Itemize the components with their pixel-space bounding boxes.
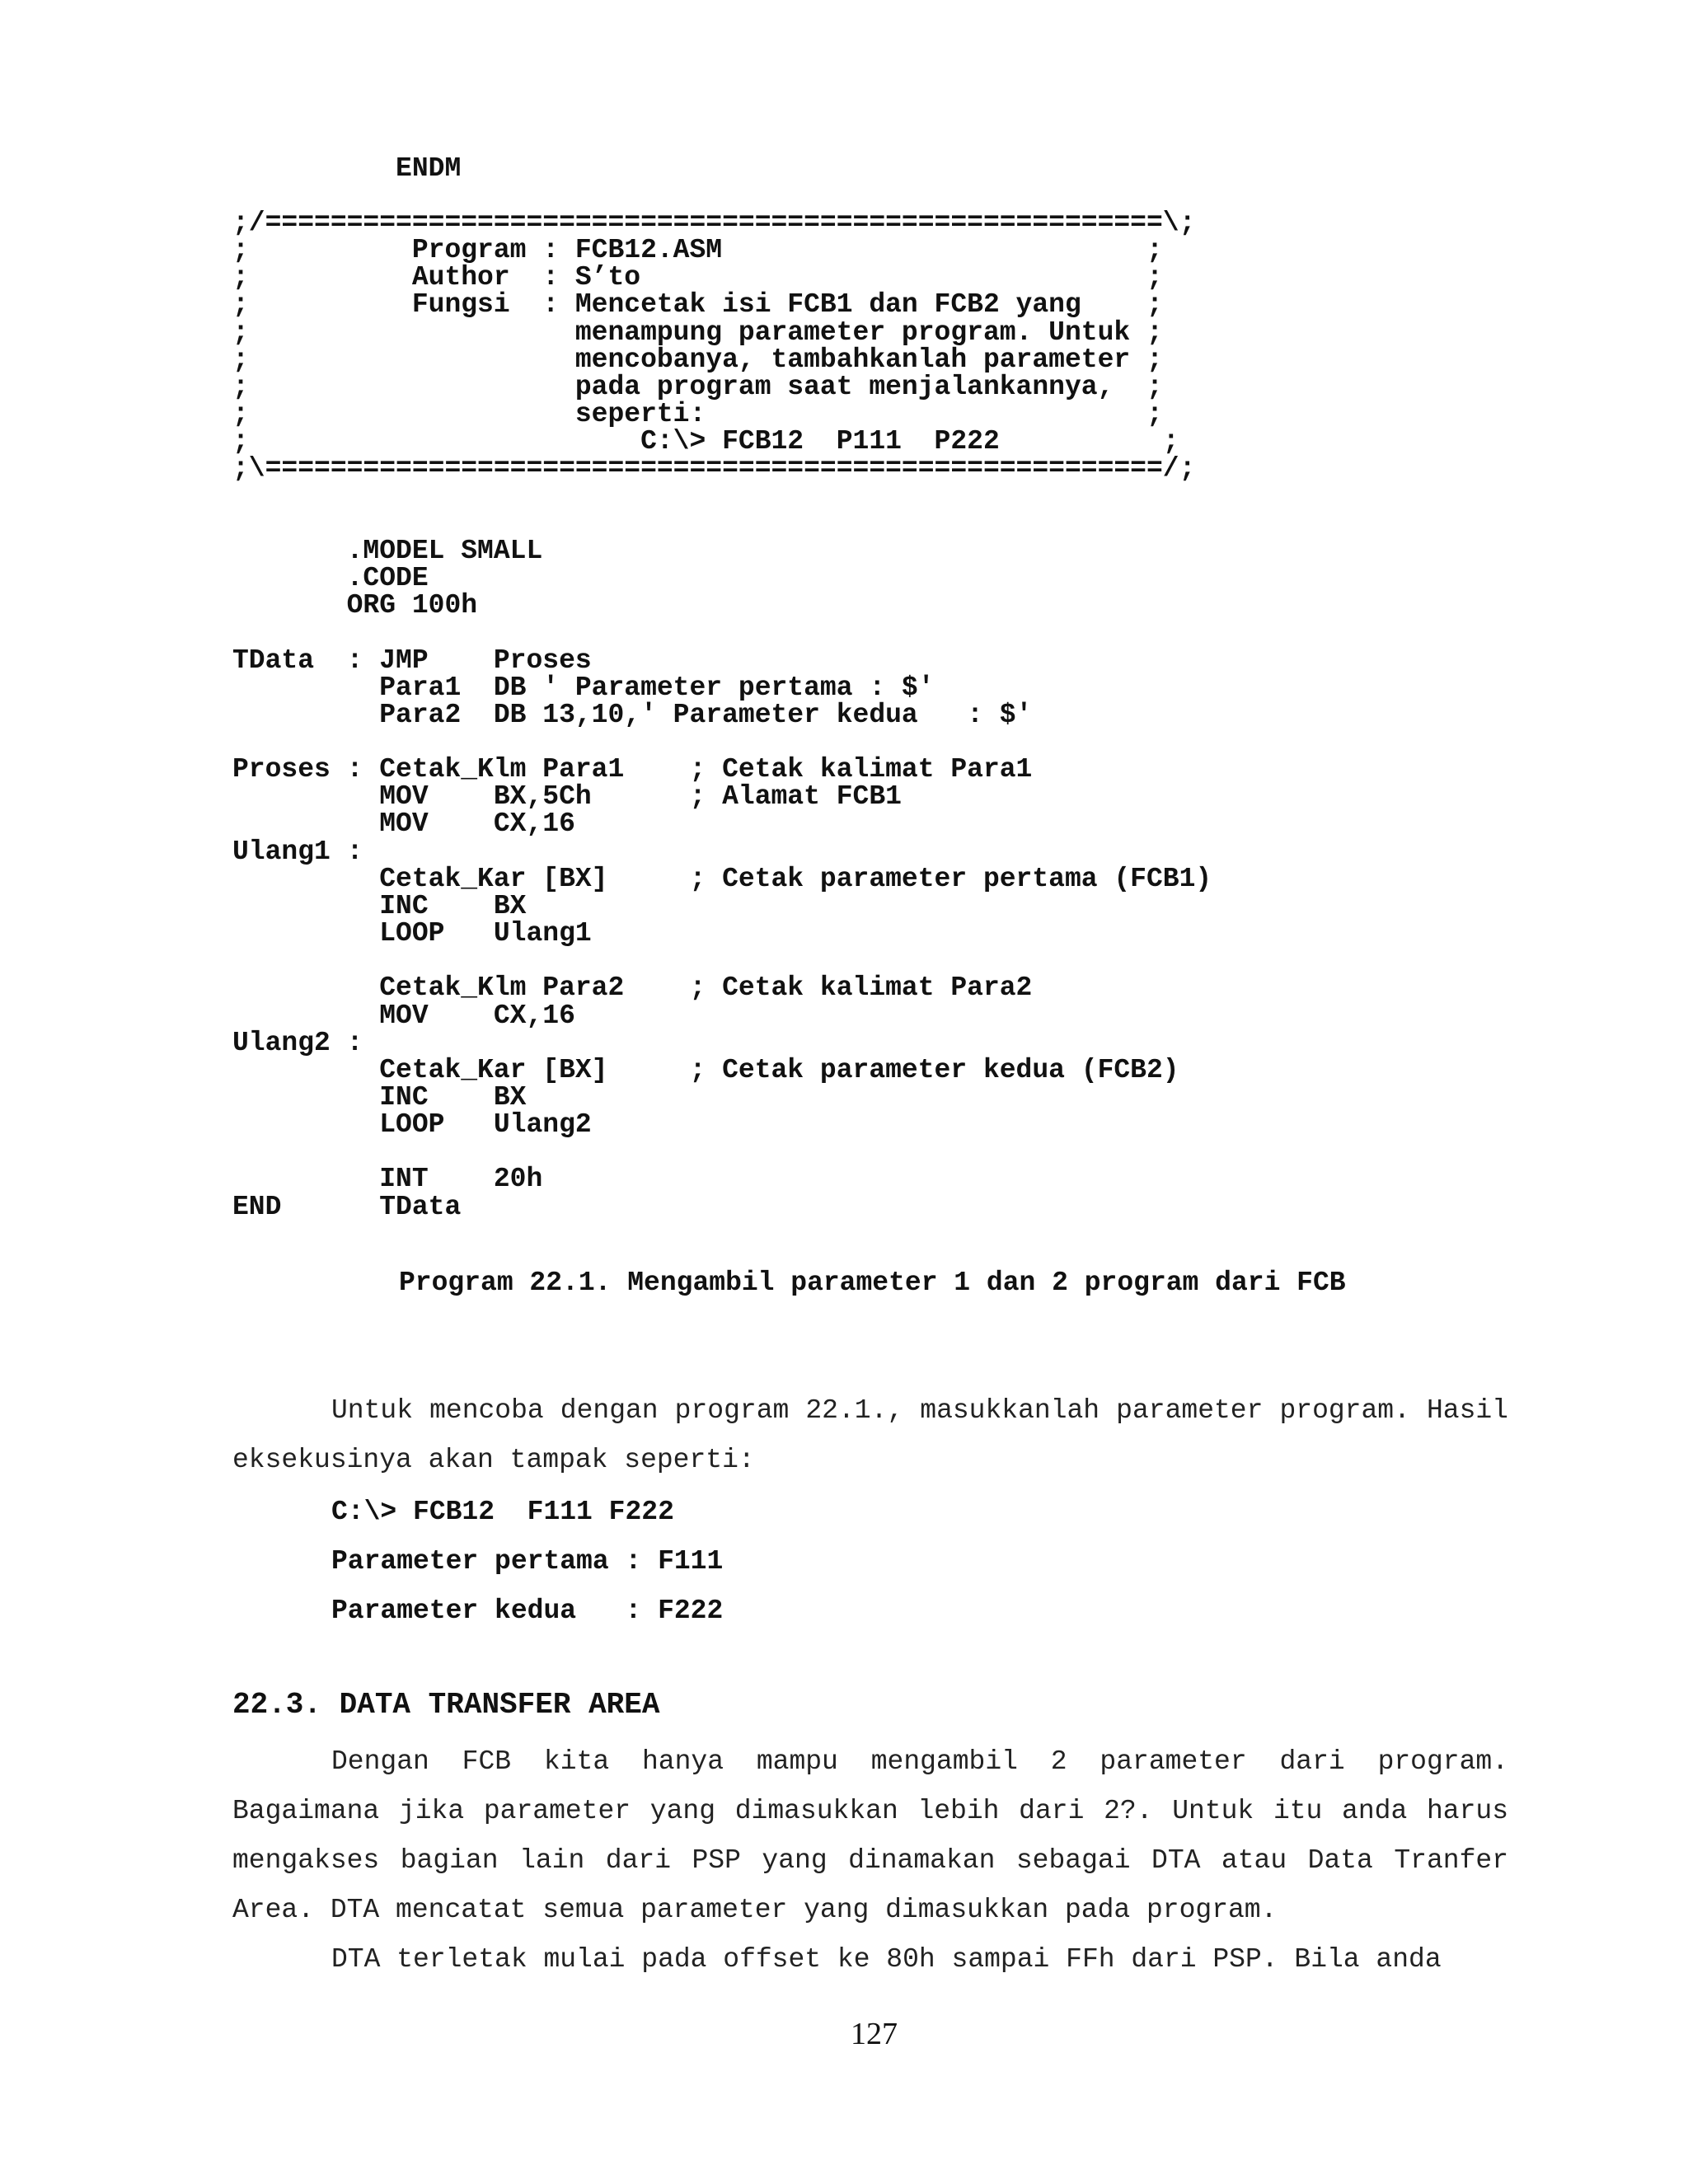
program-caption: Program 22.1. Mengambil parameter 1 dan 2 program dari FCB (399, 1268, 1346, 1298)
section-heading: 22.3. DATA TRANSFER AREA (232, 1688, 660, 1722)
section-paragraph-2: DTA terletak mulai pada offset ke 80h sampai FFh dari PSP. Bila anda (331, 1944, 1442, 1975)
code-endm: ENDM (232, 153, 462, 184)
output-line-command: C:\> FCB12 F111 F222 (331, 1497, 674, 1527)
output-line-param1: Parameter pertama : F111 (331, 1546, 724, 1577)
output-line-param2: Parameter kedua : F222 (331, 1596, 724, 1626)
intro-paragraph: Untuk mencoba dengan program 22.1., masukkanlah parameter program. Hasil eksekusinya akan tampak seperti: (232, 1395, 1508, 1475)
section-paragraph-1: Dengan FCB kita hanya mampu mengambil 2 parameter dari program. Bagaimana jika parameter yang dimasukkan lebih dari 2?. Untuk itu anda harus mengakses bagian lain dari PSP yang dinamakan sebagai DTA atau Data Tranfer Area. DTA mencatat semua parameter yang dimasukkan pada program. (232, 1746, 1508, 1925)
code-listing: ;/=======================================================\; ; Program : FCB12.ASM ; ; Author : S’to ; ; Fungsi : Mencetak isi FCB1 dan FCB2 yang ; ; menampung parameter program. Untuk ; ; mencobanya, tambahkanlah parameter ; ; pada program saat menjalankannya, ; ; seperti: ; ; C:\> FCB12 P111 P222 ; ;\=======================================================/; .MODEL SMALL .CODE ORG 100h TData : JMP Proses Para1 DB ' Parameter pertama : $' Para2 DB 13,10,' Parameter kedua : $' Proses : Cetak_Klm Para1 ; Cetak kalimat Para1 MOV BX,5Ch ; Alamat FCB1 MOV CX,16 Ulang1 : Cetak_Kar [BX] ; Cetak parameter pertama (FCB1) INC BX LOOP Ulang1 Cetak_Klm Para2 ; Cetak kalimat Para2 MOV CX,16 Ulang2 : Cetak_Kar [BX] ; Cetak parameter kedua (FCB2) INC BX LOOP Ulang2 INT 20h END TData (232, 208, 1212, 1222)
page-number: 127 (851, 2017, 898, 2051)
